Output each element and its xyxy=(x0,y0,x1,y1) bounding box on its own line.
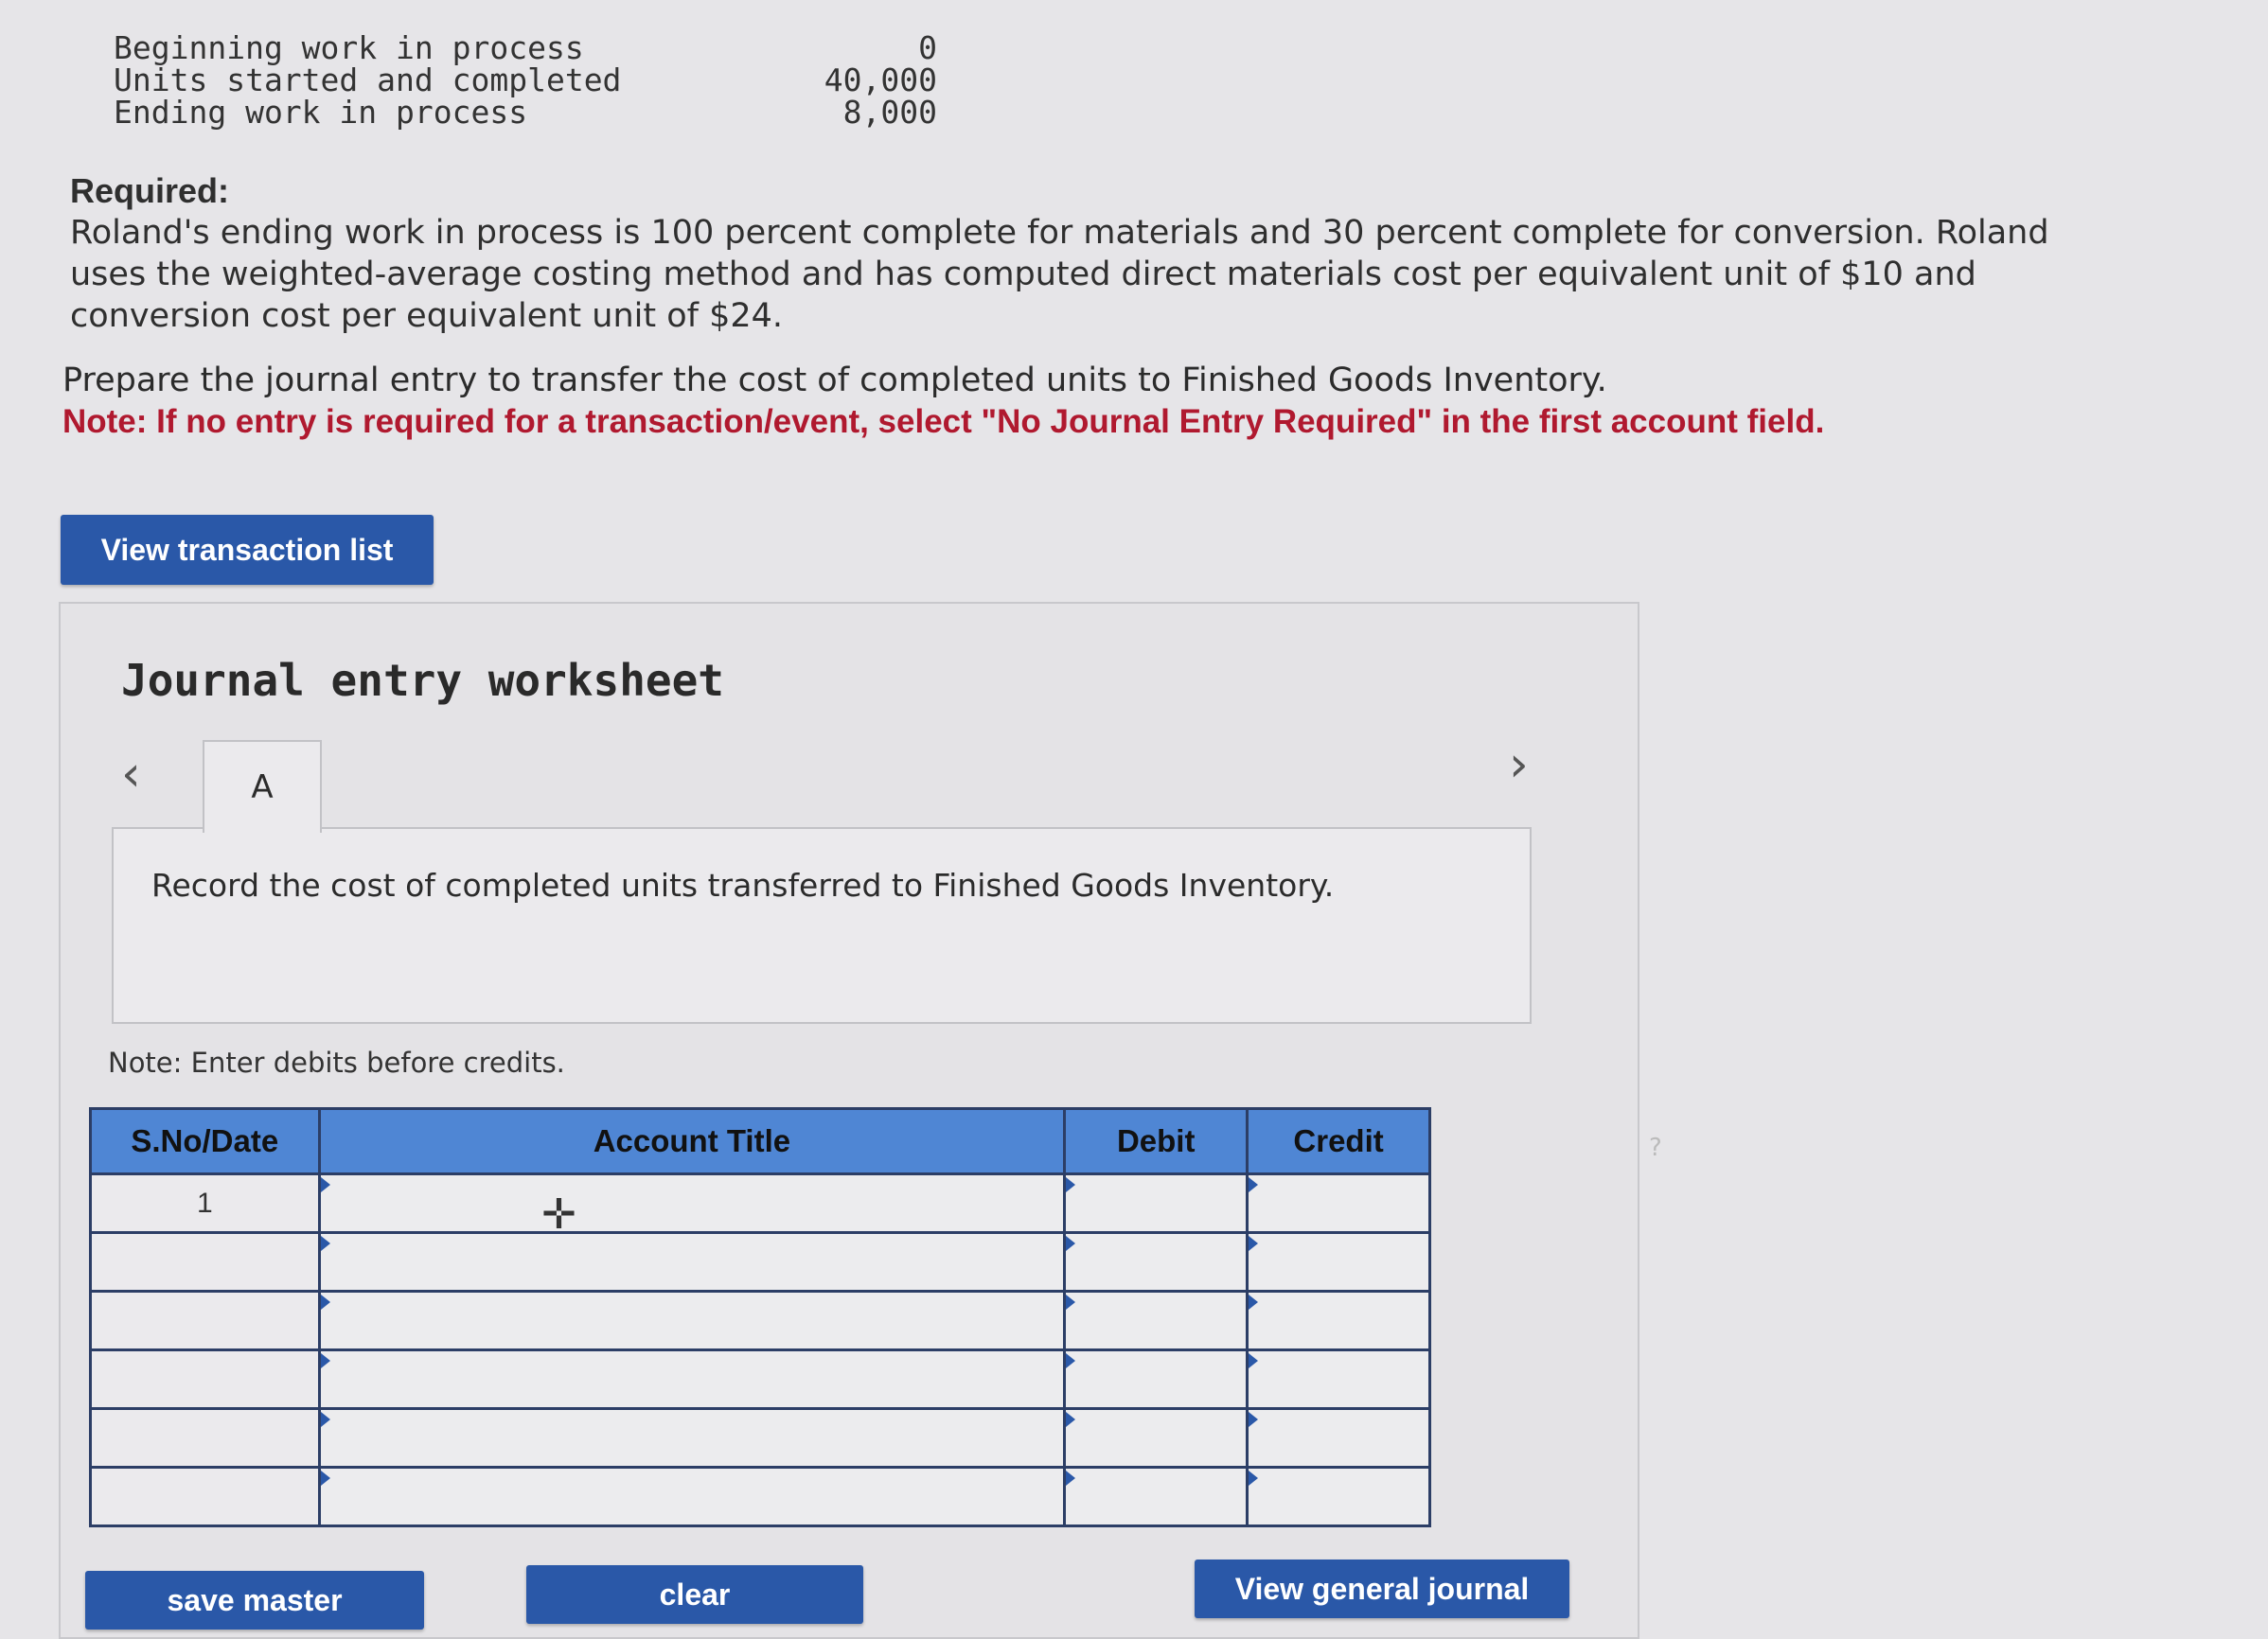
debit-input[interactable] xyxy=(1065,1468,1248,1526)
credit-input[interactable] xyxy=(1248,1350,1430,1409)
journal-header-row xyxy=(91,1109,1430,1174)
account-title-input[interactable] xyxy=(319,1468,1065,1526)
credit-input[interactable] xyxy=(1248,1468,1430,1526)
units-table xyxy=(114,29,937,131)
prepare-text: Prepare the journal entry to transfer the cost of completed units to Finished Goods Inventory. xyxy=(62,361,1607,399)
table-row xyxy=(91,1350,1430,1409)
account-title-input[interactable] xyxy=(319,1233,1065,1292)
sno-cell xyxy=(91,1409,320,1468)
units-row-value: 0 xyxy=(918,29,937,66)
instruction-text: Record the cost of completed units transferred to Finished Goods Inventory. xyxy=(151,867,1335,904)
header-debit: Debit xyxy=(1065,1109,1248,1174)
required-text: Roland's ending work in process is 100 percent complete for materials and 30 percent complete for conversion. Roland uses the weighted-average costing method and has computed direct materials cost per equivalent unit of $10 and conversion cost per equivalent unit of $24. xyxy=(70,214,2049,335)
units-row-label: Ending work in process xyxy=(114,94,528,131)
header-sno-date: S.No/Date xyxy=(91,1109,320,1174)
account-title-input[interactable] xyxy=(319,1409,1065,1468)
save-master-button[interactable]: save master xyxy=(85,1571,424,1630)
units-row-value: 8,000 xyxy=(842,94,937,131)
account-title-input[interactable] xyxy=(319,1174,1065,1233)
debit-input[interactable] xyxy=(1065,1174,1248,1233)
credit-input[interactable] xyxy=(1248,1233,1430,1292)
units-row-value: 40,000 xyxy=(824,62,937,98)
units-row-label: Units started and completed xyxy=(114,62,622,98)
units-row xyxy=(114,29,937,66)
header-credit: Credit xyxy=(1248,1109,1430,1174)
debit-input[interactable] xyxy=(1065,1292,1248,1350)
help-mark: ? xyxy=(1649,1134,1662,1162)
enter-debits-note: Note: Enter debits before credits. xyxy=(108,1047,565,1079)
chevron-left-icon[interactable]: ‹ xyxy=(121,746,141,802)
required-section xyxy=(70,170,2134,337)
table-row xyxy=(91,1233,1430,1292)
account-title-input[interactable] xyxy=(319,1350,1065,1409)
units-row-label: Beginning work in process xyxy=(114,29,584,66)
sno-cell xyxy=(91,1292,320,1350)
chevron-right-icon[interactable]: › xyxy=(1509,736,1529,793)
header-account-title: Account Title xyxy=(319,1109,1065,1174)
sno-cell: 1 xyxy=(91,1174,320,1233)
table-row xyxy=(91,1409,1430,1468)
credit-input[interactable] xyxy=(1248,1292,1430,1350)
prepare-note: Note: If no entry is required for a transaction/event, select "No Journal Entry Required" in the first account field. xyxy=(62,403,1825,440)
move-cursor-icon: ✛ xyxy=(541,1190,576,1239)
sno-cell xyxy=(91,1468,320,1526)
required-heading: Required: xyxy=(70,171,230,210)
debit-input[interactable] xyxy=(1065,1350,1248,1409)
credit-input[interactable] xyxy=(1248,1409,1430,1468)
table-row xyxy=(91,1292,1430,1350)
table-row xyxy=(91,1174,1430,1233)
tab-a[interactable]: A xyxy=(203,740,322,833)
account-title-input[interactable] xyxy=(319,1292,1065,1350)
table-row xyxy=(91,1468,1430,1526)
debit-input[interactable] xyxy=(1065,1233,1248,1292)
prepare-section xyxy=(62,360,2192,443)
units-row xyxy=(114,64,937,97)
debit-input[interactable] xyxy=(1065,1409,1248,1468)
journal-table xyxy=(89,1107,1431,1527)
units-row xyxy=(114,94,937,131)
sno-cell xyxy=(91,1350,320,1409)
view-transaction-list-button[interactable]: View transaction list xyxy=(61,515,434,585)
journal-entry-worksheet xyxy=(59,602,1639,1639)
view-general-journal-button[interactable]: View general journal xyxy=(1195,1560,1569,1618)
sno-cell xyxy=(91,1233,320,1292)
credit-input[interactable] xyxy=(1248,1174,1430,1233)
clear-button[interactable]: clear xyxy=(526,1565,863,1624)
worksheet-title: Journal entry worksheet xyxy=(121,655,724,706)
instruction-box xyxy=(112,827,1532,1024)
